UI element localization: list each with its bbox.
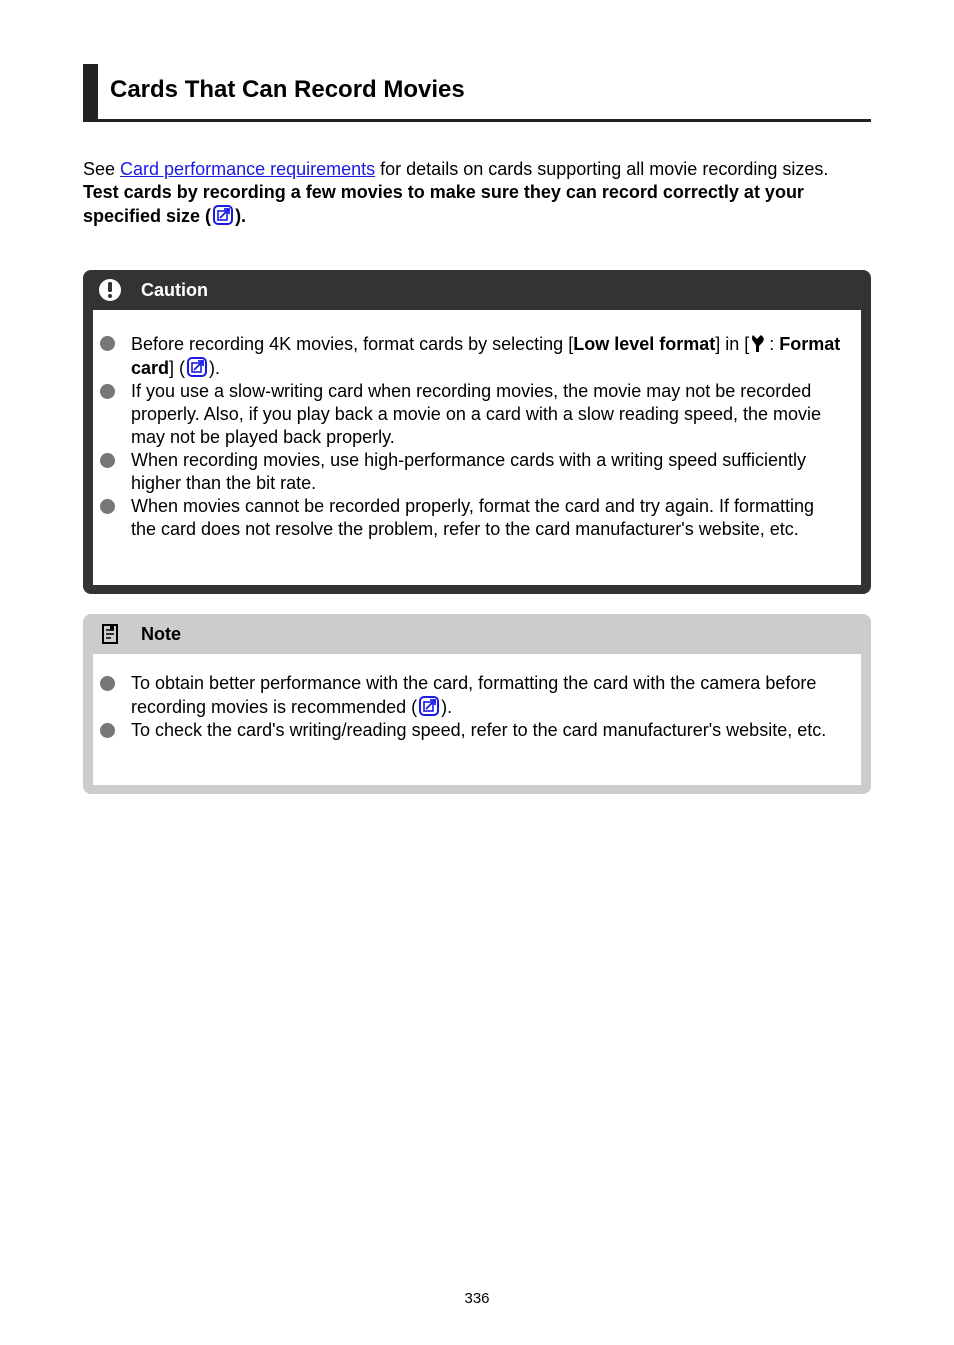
intro-bold-paragraph [83, 181, 873, 228]
caution-item1-text: Before recording 4K movies, format cards by selecting [ [131, 334, 574, 354]
list-item [93, 449, 843, 495]
bullet-icon [100, 676, 115, 691]
caution-item2-text: If you use a slow-writing card when recording movies, the movie may not be recorded properly. Also, if you play back a movie on a card with a slow reading speed, the movie may not be played back properly. [131, 381, 822, 447]
caution-icon [98, 278, 122, 302]
wrench-icon [750, 332, 768, 354]
intro-bold-text: Test cards by recording a few movies to make sure they can record correctly at your specified size ( [83, 182, 804, 226]
bullet-icon [100, 453, 115, 468]
page-reference-icon[interactable] [418, 695, 440, 717]
note-box [83, 614, 871, 794]
caution-item3-text: When recording movies, use high-performance cards with a writing speed sufficiently higher than the bit rate. [131, 450, 806, 493]
list-item [93, 495, 843, 541]
caution-item1-colon: : [769, 334, 780, 354]
bullet-icon [100, 384, 115, 399]
heading-bar [83, 64, 98, 119]
card-performance-link[interactable]: Card performance requirements [120, 159, 376, 179]
note-item2-text: To check the card's writing/reading speed, refer to the card manufacturer's website, etc. [131, 720, 827, 740]
note-item1-text: To obtain better performance with the card, formatting the card with the camera before recording movies is recommended ( [131, 673, 817, 717]
caution-box [83, 270, 871, 594]
caution-item1-text2: ] in [ [715, 334, 750, 354]
format-card-label: Format card [131, 334, 841, 378]
note-body [93, 654, 861, 785]
bullet-icon [100, 499, 115, 514]
intro-see: See [83, 159, 121, 179]
caution-list [93, 332, 843, 541]
intro-text [83, 158, 873, 228]
bullet-icon [100, 336, 115, 351]
intro-paragraph [83, 158, 873, 181]
list-item [93, 719, 843, 742]
section-heading [83, 64, 871, 122]
list-item [93, 332, 843, 380]
intro-bold-close: ). [235, 206, 247, 226]
bullet-icon [100, 723, 115, 738]
note-icon [98, 622, 122, 646]
page-number: 336 [464, 1290, 490, 1307]
caution-item1-text3: ] ( [169, 358, 186, 378]
page-reference-icon[interactable] [186, 356, 208, 378]
caution-body [93, 310, 861, 585]
caution-item1-close: ). [209, 358, 221, 378]
list-item [93, 380, 843, 449]
page-reference-icon[interactable] [212, 204, 234, 226]
list-item [93, 672, 843, 719]
page-title: Cards That Can Record Movies [110, 76, 465, 103]
caution-header [83, 270, 871, 310]
caution-item4-text: When movies cannot be recorded properly, format the card and try again. If formatting the card does not resolve the problem, refer to the card manufacturer's website, etc. [131, 496, 815, 539]
note-item1-close: ). [441, 697, 453, 717]
caution-title: Caution [141, 280, 208, 300]
low-level-format-label: Low level format [573, 334, 716, 354]
note-list [93, 672, 843, 742]
note-title: Note [141, 624, 181, 644]
intro-after-link: for details on cards supporting all movie recording sizes. [375, 159, 829, 179]
note-header [83, 614, 871, 654]
